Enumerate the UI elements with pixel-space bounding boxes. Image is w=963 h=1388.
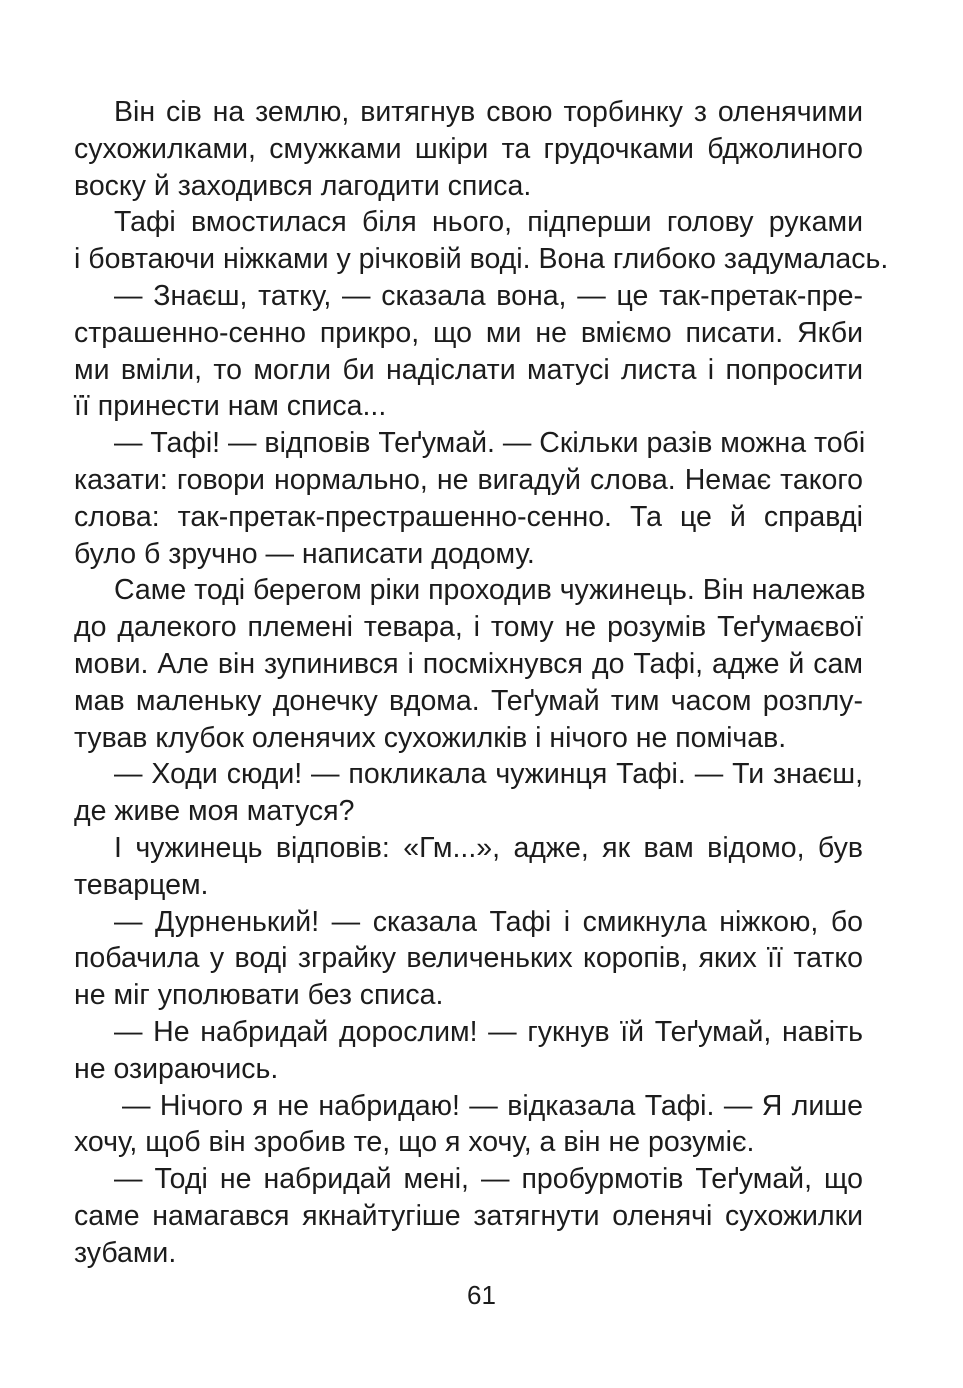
text-line: страшенно-сенно прикро, що ми не вміємо писати. Якби	[74, 316, 863, 349]
text-line: теварцем.	[74, 868, 209, 901]
text-line: — Дурненький! — сказала Тафі і смикнула ніжкою, бо	[114, 905, 863, 938]
text-line: зубами.	[74, 1236, 177, 1269]
text-line: — Не набридай дорослим! — гукнув їй Теґумай, навіть	[114, 1015, 863, 1048]
text-line: хочу, щоб він зробив те, що я хочу, а він не розуміє.	[74, 1126, 755, 1159]
text-line: не озираючись.	[74, 1052, 279, 1085]
text-line: — Тафі! — відповів Теґумай. — Скільки разів можна тобі	[114, 427, 866, 460]
text-line: Тафі вмостилася біля нього, підперши голову руками	[114, 206, 863, 239]
text-line: сухожилками, смужками шкіри та грудочками бджолиного	[74, 132, 863, 165]
text-line: до далекого племені тевара, і тому не розумів Теґумаєвої	[74, 611, 863, 644]
text-line: і бовтаючи ніжками у річковій воді. Вона глибоко задумалась.	[74, 243, 889, 276]
text-line: її принести нам списа...	[74, 390, 387, 423]
text-line: Саме тоді берегом ріки проходив чужинець. Він належав	[114, 574, 866, 607]
text-line: мав маленьку донечку вдома. Теґумай тим часом розплу-	[74, 684, 863, 717]
text-line: — Ходи сюди! — покликала чужинця Тафі. — Ти знаєш,	[114, 758, 863, 791]
text-line: — Нічого я не набридаю! — відказала Тафі. — Я лише	[122, 1089, 863, 1122]
text-line: — Тоді не набридай мені, — пробурмотів Теґумай, що	[114, 1163, 863, 1196]
text-line: І чужинець відповів: «Гм...», адже, як вам відомо, був	[114, 831, 863, 864]
text-line: саме намагався якнайтугіше затягнути оленячі сухожилки	[74, 1199, 863, 1232]
body-text	[74, 94, 889, 1272]
text-line: було б зручно — написати додому.	[74, 537, 535, 570]
text-line: побачила у воді зграйку величеньких коропів, яких її татко	[74, 942, 863, 975]
text-line: слова: так-претак-престрашенно-сенно. Та це й справді	[74, 500, 863, 533]
text-line: мови. Але він зупинився і посміхнувся до Тафі, адже й сам	[74, 647, 863, 680]
text-line: воску й заходився лагодити списа.	[74, 169, 532, 202]
text-line: не міг уполювати без списа.	[74, 979, 444, 1012]
text-line: казати: говори нормально, не вигадуй слова. Немає такого	[74, 463, 863, 496]
text-line: тував клубок оленячих сухожилків і нічого не помічав.	[74, 721, 787, 754]
text-line: — Знаєш, татку, — сказала вона, — це так-претак-пре-	[114, 279, 863, 312]
page-number: 61	[467, 1280, 496, 1310]
text-line: Він сів на землю, витягнув свою торбинку з оленячими	[114, 96, 863, 128]
text-line: ми вміли, то могли би надіслати матусі листа і попросити	[74, 353, 863, 386]
text-line: де живе моя матуся?	[74, 795, 355, 828]
